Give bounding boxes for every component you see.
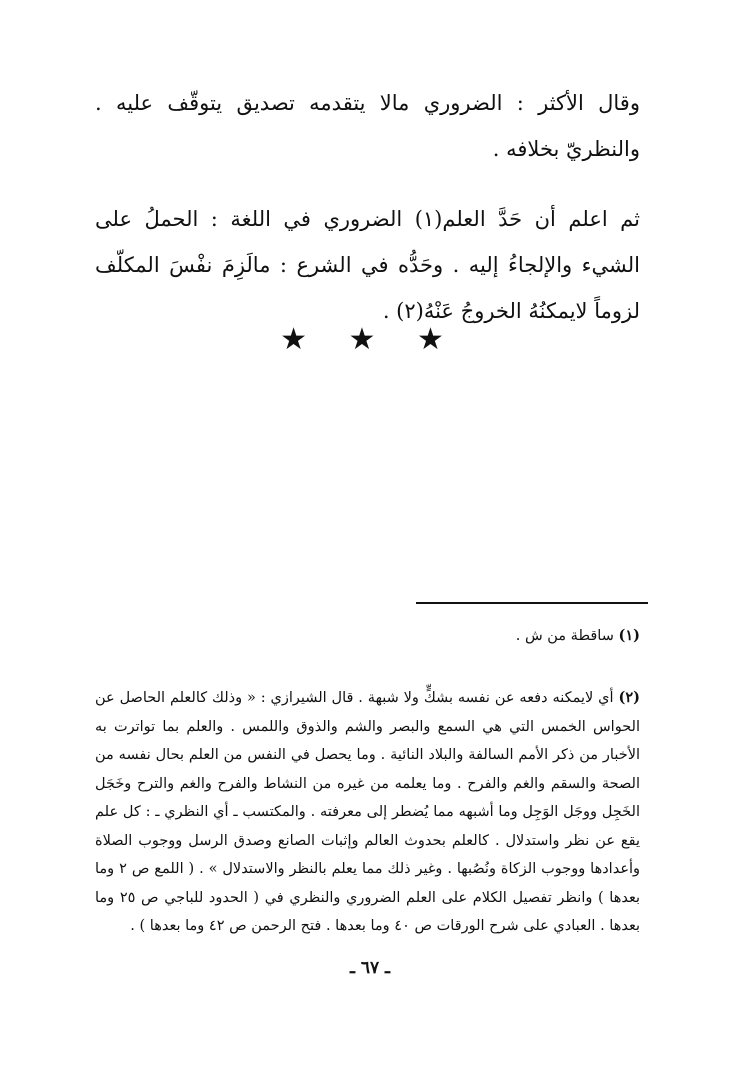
body-paragraph-2: ثم اعلم أن حَدَّ العلم(١) الضروري في اللغة : الحملُ على الشيء والإلجاءُ إليه . وحَدُّه في الشرع : مالَزِمَ نفْسَ المكلّف لزوماً لايمكنُهُ الخروجُ عَنْهُ(٢) .: [95, 207, 640, 323]
body-paragraph-1: وقال الأكثر : الضروري مالا يتقدمه تصديق يتوقّف عليه . والنظريّ بخلافه .: [95, 91, 640, 161]
footnote-2-number: (٢): [618, 689, 640, 706]
footnote-2: [95, 684, 640, 941]
footnote-divider: [416, 602, 648, 604]
footnote-1-text: ساقطة من ش .: [515, 628, 614, 644]
footnote-2-text: أي لايمكنه دفعه عن نفسه بشكٍّ ولا شبهة . قال الشيرازي : « وذلك كالعلم الحاصل عن الحواس الخمس التي هي السمع والبصر والشم والذوق واللمس . والعلم بما تواترت به الأخبار من ذكر الأمم السالفة والبلاد النائية . وما يحصل في النفس من العلم بحال نفسه من الصحة والسقم والغم والفرح . وما يعلمه من غيره من النشاط والفرح والغم والترح وخَجَل الخَجِل ووجَل الوَجِل وما أشبهه مما يُضطر إلى معرفته . والمكتسب ـ أي النظري ـ : كل علم يقع عن نظر واستدلال . كالعلم بحدوث العالم وإثبات الصانع وصدق الرسل ووجوب الصلاة وأعدادها ووجوب الزكاة ونُصُبها . وغير ذلك مما يعلم بالنظر والاستدلال » . ( اللمع ص ٢ وما بعدها ) وانظر تفصيل الكلام على العلم الضروري والنظري في ( الحدود للباجي ص ٢٥ وما بعدها . العبادي على شرح الورقات ص ٤٠ وما بعدها . فتح الرحمن ص ٤٢ وما بعدها ) .: [95, 690, 641, 934]
footnote-1: [95, 622, 640, 651]
footnote-1-number: (١): [618, 627, 640, 644]
page-number: ـ ٦٧ ـ: [349, 958, 391, 978]
section-separator-stars: ★ ★ ★: [280, 322, 460, 357]
